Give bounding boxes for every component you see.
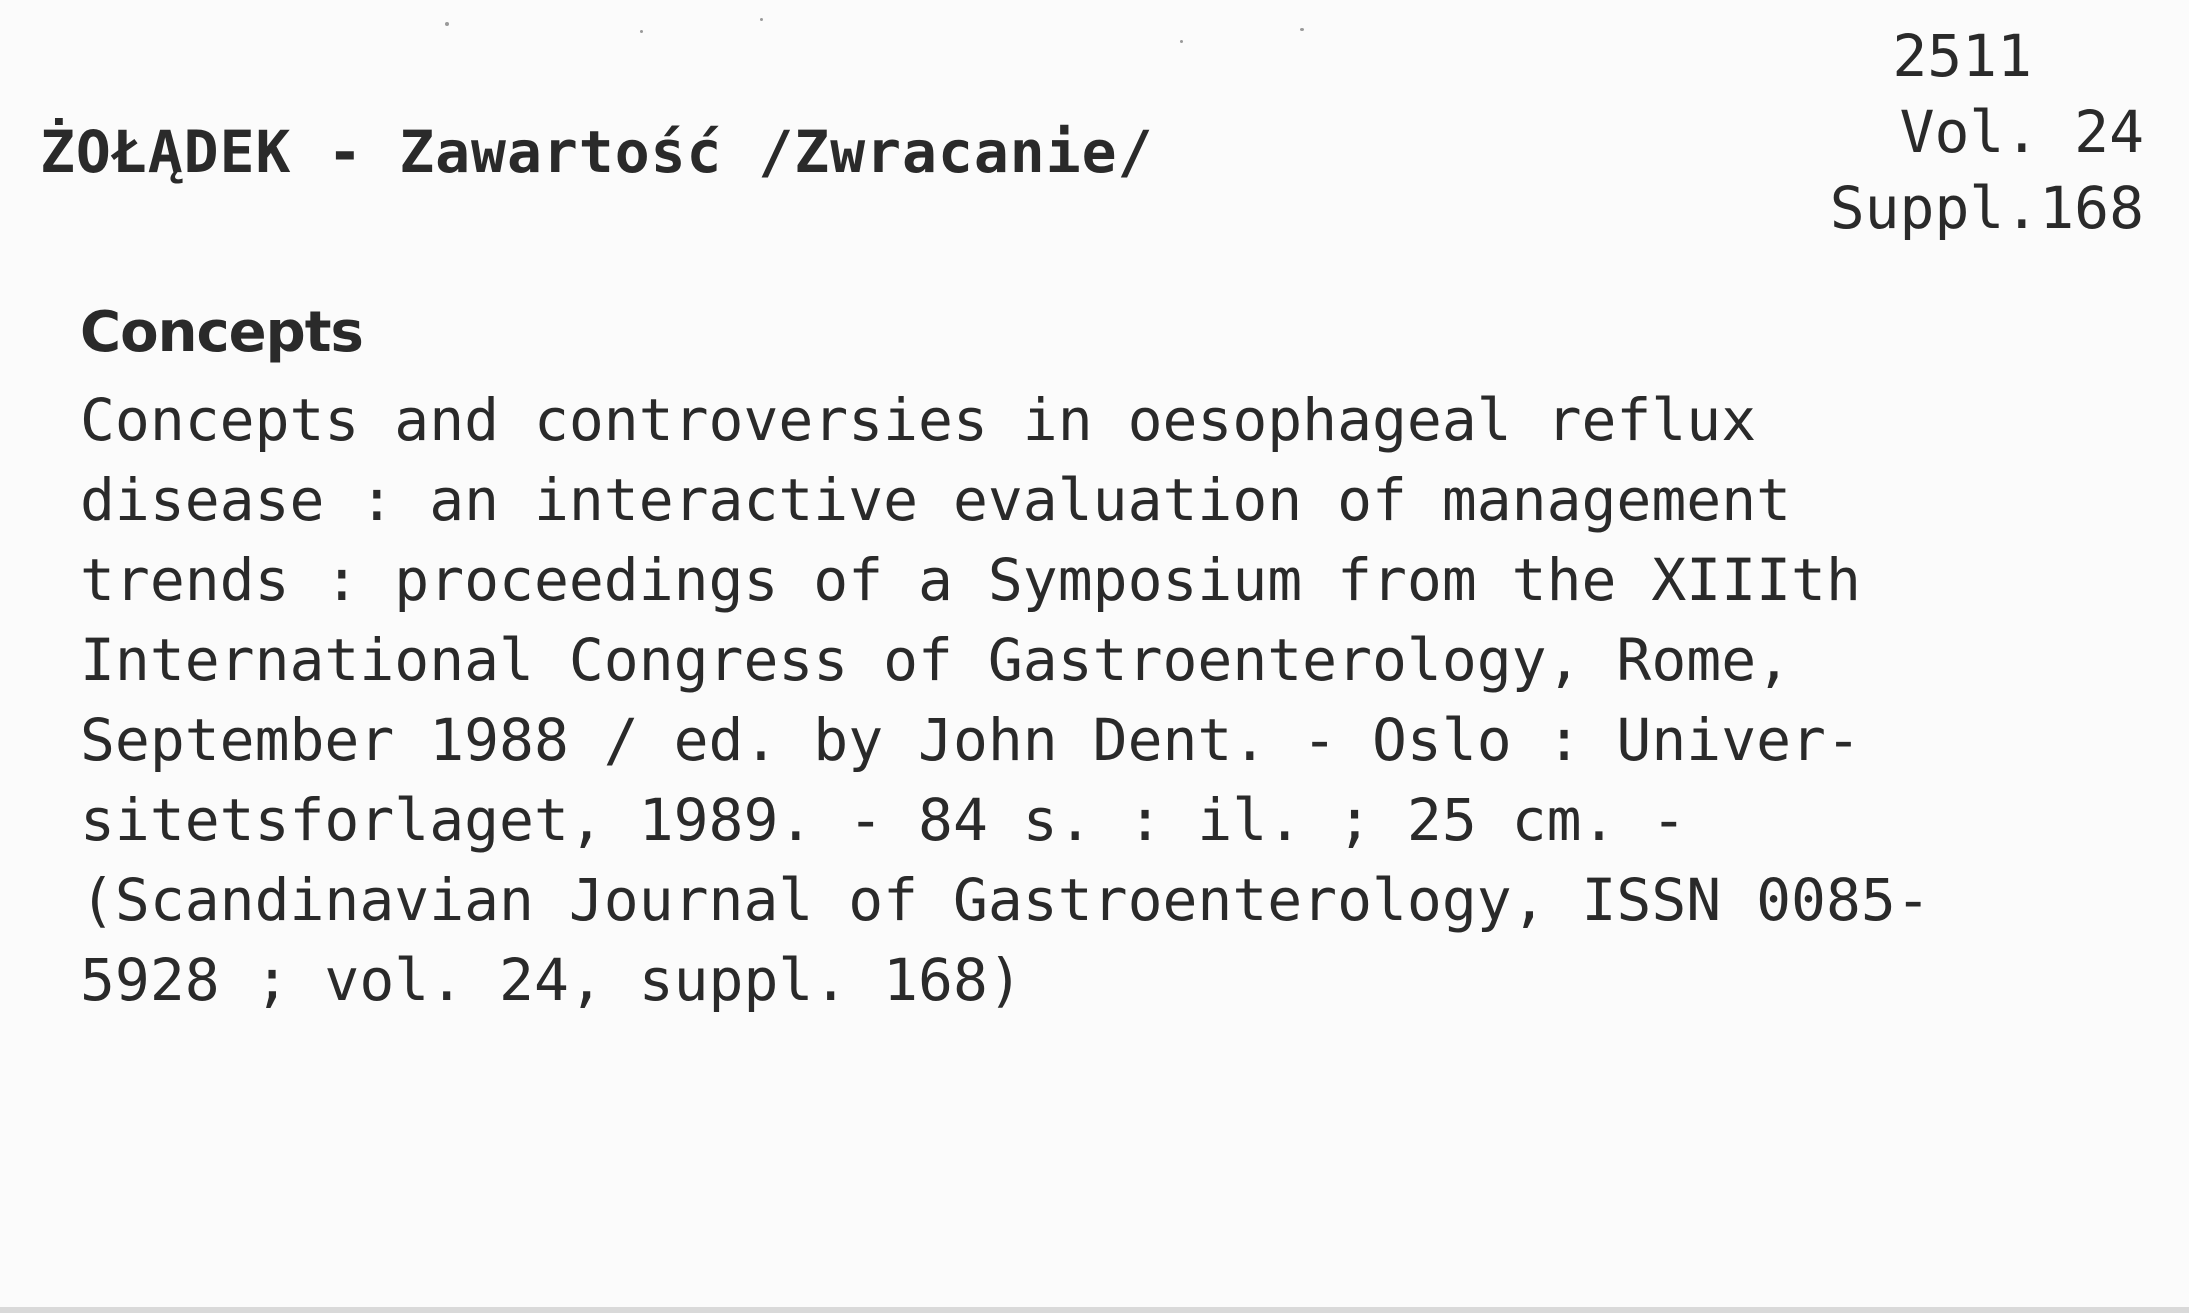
description-line: Concepts and controversies in oesophageal reflux	[80, 386, 1757, 454]
description-line: (Scandinavian Journal of Gastroenterology, ISSN 0085-	[80, 866, 1931, 934]
paper-speck	[760, 18, 763, 21]
paper-speck	[445, 22, 449, 26]
paper-speck	[1180, 40, 1183, 43]
subject-heading: ŻOŁĄDEK - Zawartość /Zwracanie/	[40, 118, 1154, 186]
description-line: sitetsforlaget, 1989. - 84 s. : il. ; 25 cm. -	[80, 786, 1687, 854]
description-line: disease : an interactive evaluation of management	[80, 466, 1792, 534]
main-entry: Concepts	[80, 300, 363, 365]
description-line: September 1988 / ed. by John Dent. - Oslo : Univer-	[80, 706, 1861, 774]
description-line: International Congress of Gastroenterology, Rome,	[80, 626, 1792, 694]
card-bottom-edge	[0, 1307, 2189, 1313]
bibliographic-description	[80, 380, 2140, 1020]
description-line: trends : proceedings of a Symposium from the XIIIth	[80, 546, 1861, 614]
paper-speck	[1300, 28, 1304, 31]
call-number-supplement: Suppl.168	[1829, 174, 2144, 242]
call-number-id: 2511	[1892, 22, 2032, 90]
call-number	[1724, 18, 2144, 246]
description-line: 5928 ; vol. 24, suppl. 168)	[80, 946, 1023, 1014]
call-number-volume: Vol. 24	[1899, 98, 2144, 166]
paper-speck	[640, 30, 643, 33]
